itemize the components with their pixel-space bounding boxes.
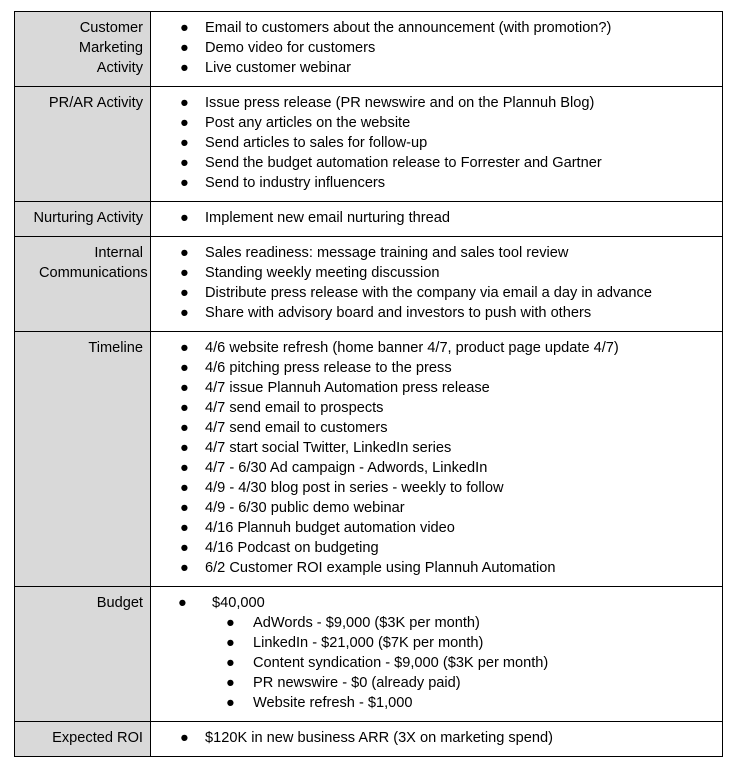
campaign-plan-document — [14, 11, 723, 757]
bullet-icon: ● — [226, 635, 235, 651]
row-label: Customer Marketing Activity — [78, 20, 143, 76]
campaign-plan-table — [14, 11, 723, 757]
bullet-icon: ● — [180, 520, 189, 536]
bullet-icon: ● — [180, 560, 189, 576]
list-item: ● AdWords - $9,000 ($3K per month) — [226, 615, 480, 631]
list-item: ● Send the budget automation release to Forrester and Gartner — [180, 155, 602, 171]
list-item: ● 4/7 issue Plannuh Automation press release — [180, 380, 490, 396]
row-label: Nurturing Activity — [33, 210, 143, 226]
list-item: ● 4/9 - 6/30 public demo webinar — [180, 500, 405, 516]
list-item: ● Issue press release (PR newswire and on the Plannuh Blog) — [180, 95, 595, 111]
bullet-icon: ● — [180, 305, 189, 321]
list-item: ● Implement new email nurturing thread — [180, 210, 450, 226]
list-item: ● 4/7 send email to customers — [180, 420, 388, 436]
row-label-cell — [15, 722, 151, 757]
bullet-icon: ● — [226, 695, 235, 711]
bullet-icon: ● — [180, 480, 189, 496]
row-content-cell — [151, 722, 723, 757]
row-label-cell — [15, 12, 151, 87]
list-item: ● 6/2 Customer ROI example using Plannuh Automation — [180, 560, 556, 576]
list-item: ● 4/6 website refresh (home banner 4/7, product page update 4/7) — [180, 340, 619, 356]
bullet-icon: ● — [180, 155, 189, 171]
bullet-icon: ● — [180, 500, 189, 516]
list-item: ● 4/6 pitching press release to the press — [180, 360, 452, 376]
bullet-icon: ● — [180, 175, 189, 191]
list-item: ● PR newswire - $0 (already paid) — [226, 675, 461, 691]
bullet-list — [151, 728, 718, 748]
list-item: ● Distribute press release with the company via email a day in advance — [180, 285, 652, 301]
list-item: ● LinkedIn - $21,000 ($7K per month) — [226, 635, 484, 651]
row-label: Internal Communications — [39, 245, 148, 281]
bullet-list — [151, 593, 718, 713]
bullet-icon: ● — [180, 540, 189, 556]
row-label-cell — [15, 237, 151, 332]
list-item: ● Post any articles on the website — [180, 115, 411, 131]
list-item: ● 4/16 Plannuh budget automation video — [180, 520, 455, 536]
list-item: ● 4/9 - 4/30 blog post in series - weekly to follow — [180, 480, 504, 496]
budget-breakdown-list — [212, 613, 718, 713]
bullet-icon: ● — [180, 265, 189, 281]
bullet-icon: ● — [226, 675, 235, 691]
bullet-icon: ● — [180, 440, 189, 456]
table-row-nurturing — [15, 202, 723, 237]
bullet-icon: ● — [180, 40, 189, 56]
bullet-icon: ● — [180, 95, 189, 111]
list-item: ● Send to industry influencers — [180, 175, 386, 191]
bullet-icon: ● — [180, 245, 189, 261]
row-content-cell — [151, 587, 723, 722]
list-item: ● Sales readiness: message training and sales tool review — [180, 245, 569, 261]
table-row-budget — [15, 587, 723, 722]
row-label: PR/AR Activity — [48, 95, 143, 111]
list-item: ● Standing weekly meeting discussion — [180, 265, 440, 281]
row-label-cell — [15, 587, 151, 722]
row-content-cell — [151, 202, 723, 237]
row-label-cell — [15, 332, 151, 587]
bullet-icon: ● — [226, 655, 235, 671]
table-row-pr-ar — [15, 87, 723, 202]
list-item: ● 4/7 start social Twitter, LinkedIn series — [180, 440, 452, 456]
table-row-internal-communications — [15, 237, 723, 332]
bullet-icon: ● — [180, 20, 189, 36]
bullet-icon: ● — [178, 595, 187, 611]
bullet-list — [151, 18, 718, 78]
row-content-cell — [151, 12, 723, 87]
bullet-icon: ● — [180, 115, 189, 131]
bullet-list — [151, 93, 718, 193]
bullet-icon: ● — [180, 380, 189, 396]
list-item: ● Share with advisory board and investors to push with others — [180, 305, 592, 321]
bullet-icon: ● — [180, 460, 189, 476]
table-row-timeline — [15, 332, 723, 587]
bullet-list — [151, 243, 718, 323]
bullet-icon: ● — [180, 400, 189, 416]
row-content-cell — [151, 87, 723, 202]
bullet-icon: ● — [226, 615, 235, 631]
table-row-expected-roi — [15, 722, 723, 757]
bullet-icon: ● — [180, 360, 189, 376]
list-item: ● Send articles to sales for follow-up — [180, 135, 428, 151]
row-label-cell — [15, 87, 151, 202]
list-item: ● Content syndication - $9,000 ($3K per month) — [226, 655, 549, 671]
list-item: ● Demo video for customers — [180, 40, 376, 56]
bullet-icon: ● — [180, 340, 189, 356]
bullet-icon: ● — [180, 285, 189, 301]
row-content-cell — [151, 332, 723, 587]
bullet-icon: ● — [180, 135, 189, 151]
row-content-cell — [151, 237, 723, 332]
table-row-customer-marketing — [15, 12, 723, 87]
bullet-icon: ● — [180, 60, 189, 76]
list-item: ● 4/7 - 6/30 Ad campaign - Adwords, LinkedIn — [180, 460, 488, 476]
budget-total: $40,000 — [212, 595, 265, 611]
list-item: ● Live customer webinar — [180, 60, 352, 76]
bullet-icon: ● — [180, 210, 189, 226]
row-label: Expected ROI — [52, 730, 143, 746]
bullet-icon: ● — [180, 420, 189, 436]
bullet-icon: ● — [180, 730, 189, 746]
list-item-budget-total — [151, 593, 718, 713]
list-item: ● 4/16 Podcast on budgeting — [180, 540, 379, 556]
row-label: Timeline — [88, 340, 143, 356]
list-item: ● Website refresh - $1,000 — [226, 695, 413, 711]
row-label-cell — [15, 202, 151, 237]
bullet-list — [151, 208, 718, 228]
list-item: ● $120K in new business ARR (3X on marketing spend) — [180, 730, 554, 746]
list-item: ● Email to customers about the announcement (with promotion?) — [180, 20, 612, 36]
row-label: Budget — [96, 595, 143, 611]
bullet-list — [151, 338, 718, 578]
list-item: ● 4/7 send email to prospects — [180, 400, 384, 416]
